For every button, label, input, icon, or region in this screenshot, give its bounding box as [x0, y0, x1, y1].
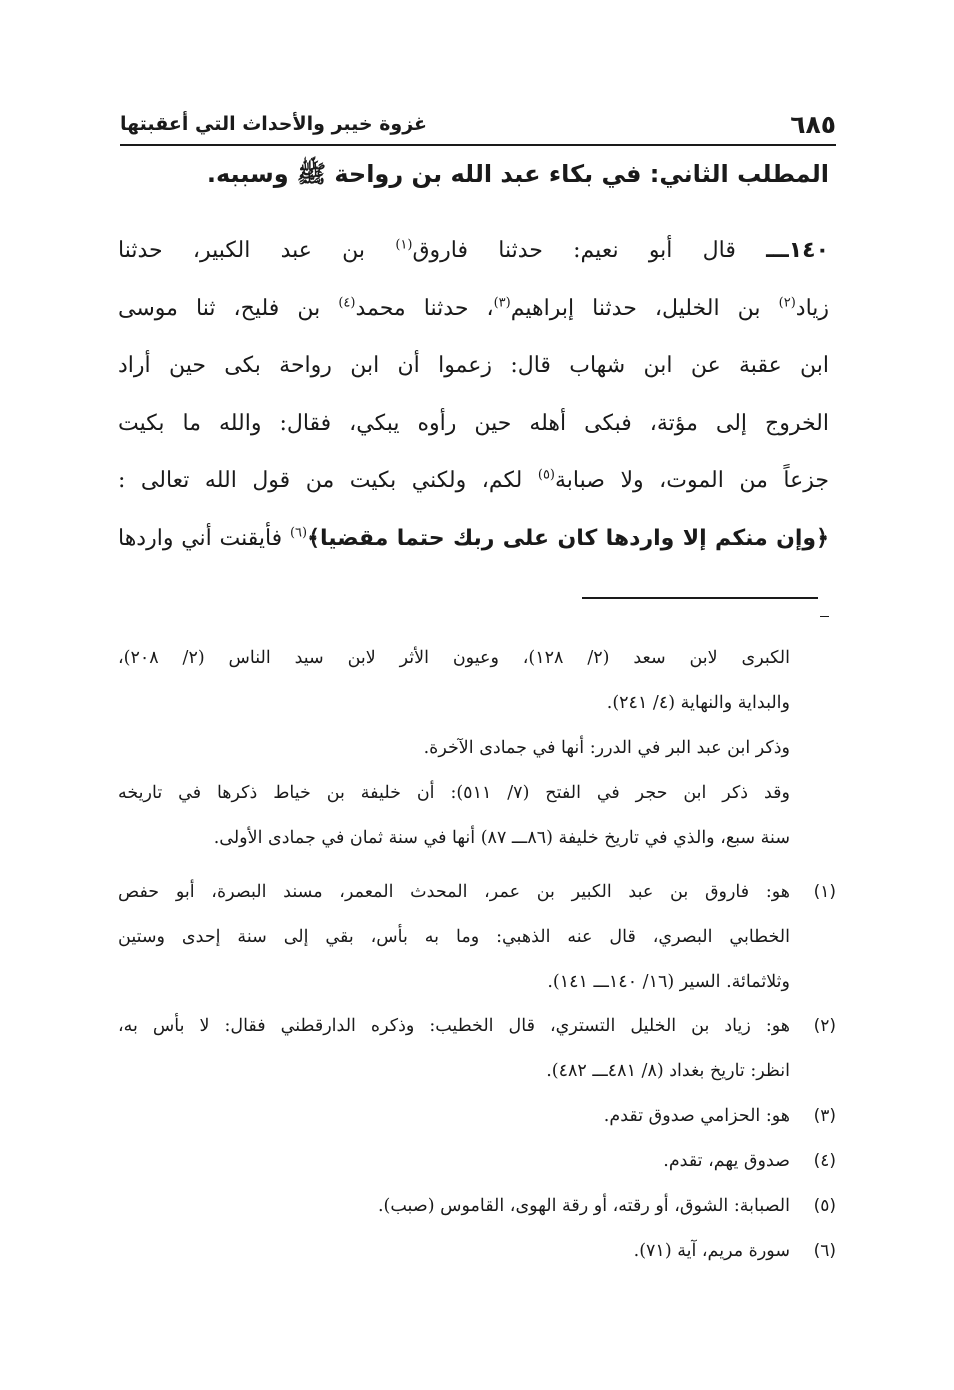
- body-text-segment: لكم، ولكني بكيت من قول الله تعالى :: [118, 468, 523, 494]
- footnote-ref[interactable]: (١): [395, 237, 413, 253]
- footnote-ref[interactable]: (٥): [537, 468, 555, 484]
- footnote-separator: [582, 597, 818, 599]
- footnote-continuation-mark: [820, 616, 829, 617]
- footnote-line: وثلاثمائة. السير (١٦/ ١٤٠ـــ ١٤١).: [547, 972, 790, 992]
- body-text-segment: قال أبو نعيم: حدثنا فاروق: [412, 238, 736, 263]
- body-line-3: ابن عقبة عن ابن شهاب قال: زعموا أن ابن رواحة بكى حين أراد: [118, 353, 829, 379]
- footnote-number: (٥): [813, 1196, 836, 1216]
- footnote-ref[interactable]: (٣): [493, 295, 511, 311]
- body-text-segment: جزعاً من الموت، ولا صبابة: [555, 468, 829, 494]
- footnote-ref[interactable]: (٤): [338, 295, 356, 311]
- body-text-segment: بن عبد الكبير، حدثنا: [118, 238, 366, 263]
- section-title: المطلب الثاني: في بكاء عبد الله بن رواحة ﷺ وسببه.: [206, 160, 829, 188]
- footnote-ref[interactable]: (٢): [778, 295, 796, 311]
- body-line-4: الخروج إلى مؤتة، فبكى أهله حين رأوه يبكي، فقال: والله ما بكيت: [118, 410, 829, 436]
- hadith-number: ١٤٠ـــ: [766, 238, 830, 263]
- footnote-line: انظر: تاريخ بغداد (٨/ ٤٨١ـــ ٤٨٢).: [546, 1061, 790, 1081]
- body-text-segment: زياد: [795, 295, 830, 321]
- footnote-line: وقد ذكر ابن حجر في الفتح (٧/ ٥١١): أن خليفة بن خياط ذكرها في تاريخه: [118, 783, 790, 803]
- footnote-line: هو: الحزامي صدوق تقدم.: [603, 1106, 790, 1126]
- body-text-segment: بن فليح، ثنا موسى: [118, 295, 321, 321]
- footnote-line: الكبرى لابن سعد (٢/ ١٢٨)، وعيون الأثر لابن سيد الناس (٢/ ٢٠٨)،: [118, 648, 790, 668]
- footnote-line: سورة مريم، آية (٧١).: [633, 1241, 790, 1261]
- footnote-line: الصبابة: الشوق، أو رقته، أو رقة الهوى، القاموس (صبب).: [377, 1196, 790, 1216]
- footnote-line: وذكر ابن عبد البر في الدرر: أنها في جمادى الآخرة.: [423, 738, 790, 758]
- body-line-1: [118, 222, 829, 280]
- footnote-line: هو: فاروق بن عبد الكبير بن عمر، المحدث المعمر، مسند البصرة، أبو حفص: [118, 882, 790, 902]
- body-line-6: [118, 510, 829, 568]
- footnote-ref[interactable]: (٦): [289, 525, 308, 541]
- footnote-number: (٦): [813, 1241, 836, 1261]
- footnote-line: سنة سبع، والذي في تاريخ خليفة (٨٦ـــ ٨٧) أنها في سنة ثمان في جمادى الأولى.: [213, 828, 790, 848]
- running-title: غزوة خيبر والأحداث التي أعقبتها: [120, 113, 428, 135]
- footnote-number: (٤): [813, 1151, 836, 1171]
- footnote-number: (٣): [813, 1106, 836, 1126]
- page-number: ٦٨٥: [790, 109, 836, 139]
- footnote-line: هو: زياد بن الخليل التستري، قال الخطيب: وذكره الدارقطني فقال: لا بأس به،: [118, 1016, 790, 1036]
- footnote-line: والبداية والنهاية (٤/ ٢٤١).: [606, 693, 790, 713]
- running-header: [120, 104, 836, 146]
- hadith-text: [118, 222, 829, 568]
- body-line-2: [118, 280, 829, 338]
- footnote-line: صدوق يهم، تقدم.: [663, 1151, 790, 1171]
- footnote-line: الخطابي البصري، قال عنه الذهبي: وما به بأس، بقي إلى سنة إحدى وستين: [118, 927, 790, 947]
- footnote-number: (١): [813, 882, 836, 902]
- quran-verse: ﴿وإن منكم إلا واردها كان على ربك حتما مقضيا﴾: [307, 525, 829, 551]
- body-text-segment: فأيقنت أني واردها: [118, 525, 283, 551]
- body-text-segment: ، حدثنا محمد: [355, 295, 494, 321]
- body-text-segment: بن الخليل، حدثنا إبراهيم: [510, 295, 761, 321]
- footnote-number: (٢): [813, 1016, 836, 1036]
- body-line-5: [118, 452, 829, 510]
- footnote-continuation: [118, 636, 790, 861]
